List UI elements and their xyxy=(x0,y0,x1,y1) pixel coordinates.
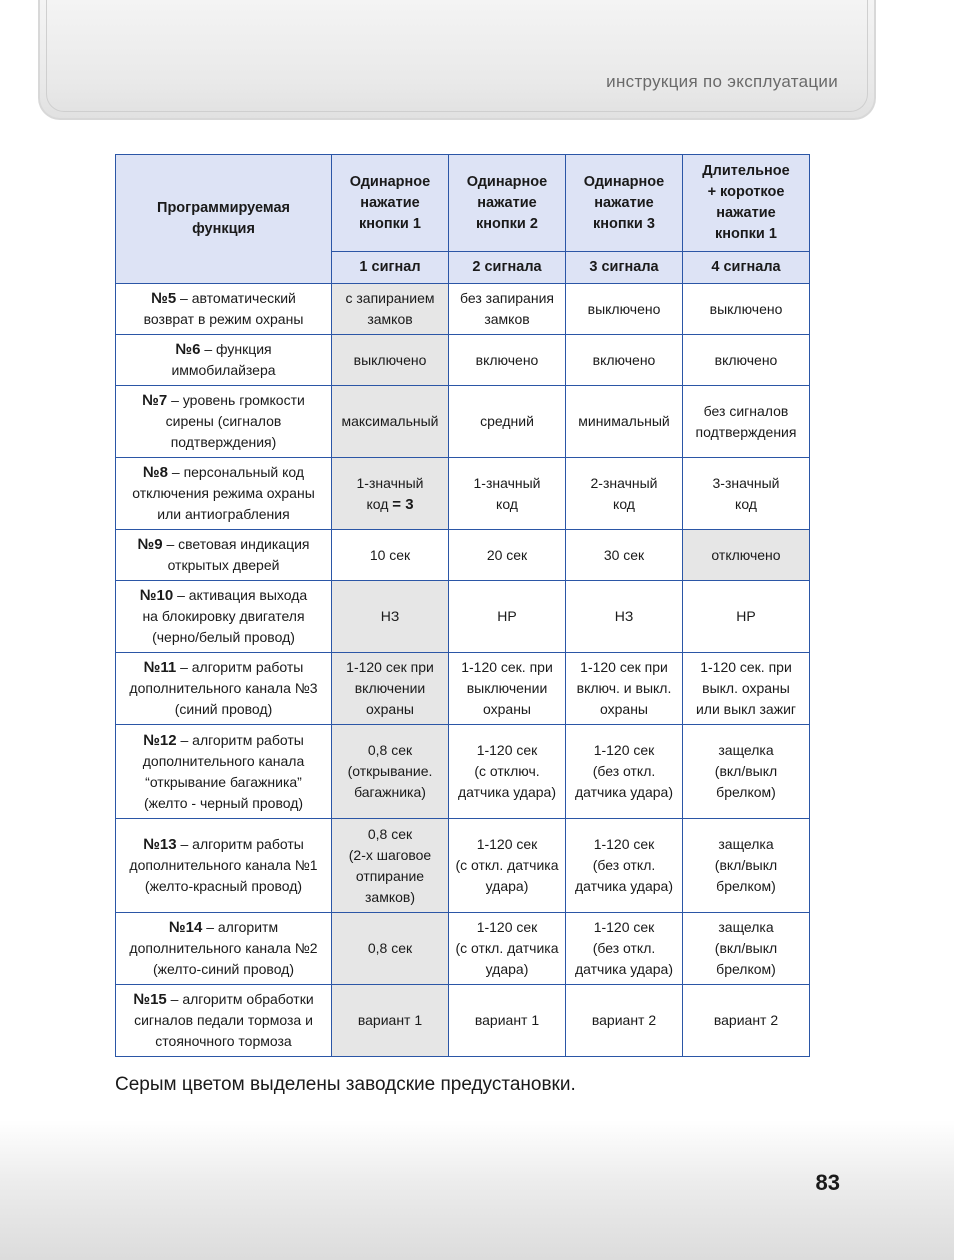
header-frame xyxy=(46,0,868,112)
value-text: минимальный xyxy=(578,413,670,429)
value-text: без запирания замков xyxy=(460,290,554,327)
function-description: – алгоритм работы дополнительного канала №1 (желто-красный провод) xyxy=(129,836,318,894)
function-description: – алгоритм работы дополнительного канала “открывание багажника” (желто - черный провод) xyxy=(142,731,305,811)
value-text: НЗ xyxy=(614,608,634,624)
code-value: = 3 xyxy=(392,495,414,513)
function-number: №5 xyxy=(151,290,177,307)
value-text: вариант 2 xyxy=(713,1012,779,1028)
value-text: включено xyxy=(475,351,539,368)
value-cell xyxy=(332,335,449,386)
function-description: – персональный код отключения режима охраны или антиограбления xyxy=(132,464,315,522)
value-text: 1-120 сек (без откл. датчика удара) xyxy=(574,742,673,800)
value-text: НР xyxy=(736,608,756,624)
value-cell xyxy=(683,581,810,653)
function-cell xyxy=(116,284,332,335)
value-cell xyxy=(332,819,449,913)
value-cell xyxy=(566,335,683,386)
value-cell xyxy=(449,725,566,819)
function-description: – автоматический возврат в режим охраны xyxy=(143,290,304,327)
value-text: 0,8 сек (2-х шаговое отпирание замков) xyxy=(348,825,432,905)
value-cell xyxy=(683,386,810,458)
value-cell xyxy=(449,985,566,1057)
value-text: 2-значный код xyxy=(590,474,658,512)
function-number: №14 xyxy=(168,919,203,936)
value-text: 10 сек xyxy=(369,546,411,563)
value-text: 3-значный код xyxy=(712,474,780,512)
value-text: 1-120 сек (без откл. датчика удара) xyxy=(574,836,673,894)
value-cell xyxy=(449,530,566,581)
value-text: 1-120 сек. при выключении охраны xyxy=(461,659,553,717)
header-col-2: Одинарное нажатие кнопки 2 xyxy=(449,155,566,252)
value-cell xyxy=(332,653,449,725)
header-title: инструкция по эксплуатации xyxy=(606,72,838,91)
function-number: №12 xyxy=(143,731,177,749)
value-cell xyxy=(449,581,566,653)
function-number: №9 xyxy=(137,536,163,553)
value-text: НР xyxy=(497,608,517,624)
value-cell xyxy=(332,913,449,985)
value-cell xyxy=(566,581,683,653)
header-col-4: Длительное + короткое нажатие кнопки 1 xyxy=(683,155,810,252)
value-text: вариант 1 xyxy=(357,1012,423,1028)
value-cell xyxy=(332,725,449,819)
value-cell xyxy=(449,458,566,530)
function-cell xyxy=(116,653,332,725)
function-cell xyxy=(116,985,332,1057)
signal-col-2: 2 сигнала xyxy=(449,252,566,284)
value-cell xyxy=(683,819,810,913)
value-text: средний xyxy=(480,413,534,429)
page-header-band xyxy=(38,0,876,120)
function-description: – функция иммобилайзера xyxy=(171,341,276,378)
function-number: №11 xyxy=(143,659,177,676)
value-cell xyxy=(683,913,810,985)
function-cell xyxy=(116,386,332,458)
programming-table xyxy=(115,154,810,1057)
table-body xyxy=(116,284,810,1057)
value-text: 0,8 сек (открывание. багажника) xyxy=(347,742,433,800)
table-row xyxy=(116,530,810,581)
value-text: 1-120 сек (с откл. датчика удара) xyxy=(455,919,559,977)
value-text: НЗ xyxy=(380,608,400,624)
value-text: 1-120 сек (с откл. датчика удара) xyxy=(455,836,559,894)
value-text: защелка (вкл/выкл брелком) xyxy=(714,919,778,977)
value-cell xyxy=(566,386,683,458)
signal-col-4: 4 сигнала xyxy=(683,252,810,284)
value-cell xyxy=(449,386,566,458)
value-cell xyxy=(566,985,683,1057)
function-cell xyxy=(116,725,332,819)
value-text: отключено xyxy=(711,546,781,563)
header-function: Программируемая функция xyxy=(116,155,332,284)
value-cell xyxy=(683,725,810,819)
value-text: 1-120 сек при включ. и выкл. охраны xyxy=(576,659,672,717)
value-cell xyxy=(332,458,449,530)
value-cell xyxy=(449,653,566,725)
signal-col-1: 1 сигнал xyxy=(332,252,449,284)
value-cell xyxy=(332,581,449,653)
header-col-1: Одинарное нажатие кнопки 1 xyxy=(332,155,449,252)
table-header-row xyxy=(116,155,810,252)
function-number: №6 xyxy=(175,341,201,358)
signal-col-3: 3 сигнала xyxy=(566,252,683,284)
table-row xyxy=(116,725,810,819)
function-description: – световая индикация открытых дверей xyxy=(166,536,310,573)
value-cell xyxy=(449,284,566,335)
function-cell xyxy=(116,530,332,581)
function-cell xyxy=(116,913,332,985)
value-text: включено xyxy=(592,351,656,368)
value-text: с запиранием замков xyxy=(345,290,435,327)
page-number: 83 xyxy=(815,1170,840,1195)
function-number: №7 xyxy=(142,392,168,409)
value-text: 1-120 сек (без откл. датчика удара) xyxy=(574,919,673,977)
value-cell xyxy=(566,725,683,819)
value-cell xyxy=(683,458,810,530)
function-description: – алгоритм обработки сигналов педали тормоза и стояночного тормоза xyxy=(134,991,314,1049)
value-cell xyxy=(332,985,449,1057)
value-cell xyxy=(683,653,810,725)
value-cell xyxy=(683,284,810,335)
function-description: – уровень громкости сирены (сигналов подтверждения) xyxy=(165,392,305,450)
value-cell xyxy=(449,335,566,386)
function-description: – алгоритм работы дополнительного канала №3 (синий провод) xyxy=(129,659,318,717)
function-cell xyxy=(116,458,332,530)
function-description: – активация выхода на блокировку двигателя (черно/белый провод) xyxy=(142,587,308,645)
table-row xyxy=(116,653,810,725)
value-text: 1-120 сек. при выкл. охраны или выкл зажиг xyxy=(695,659,797,717)
table-row xyxy=(116,386,810,458)
function-number: №10 xyxy=(139,587,174,604)
footnote: Серым цветом выделены заводские предустановки. xyxy=(115,1074,576,1095)
value-cell xyxy=(683,335,810,386)
value-text: 1-120 сек (с отключ. датчика удара) xyxy=(457,742,556,800)
function-number: №8 xyxy=(142,464,168,481)
function-cell xyxy=(116,335,332,386)
page-footer-band xyxy=(0,1120,954,1260)
function-number: №15 xyxy=(133,991,167,1008)
value-text: 20 сек xyxy=(486,546,528,563)
value-cell xyxy=(566,913,683,985)
function-cell xyxy=(116,581,332,653)
value-cell xyxy=(566,653,683,725)
value-cell xyxy=(566,819,683,913)
function-cell xyxy=(116,819,332,913)
value-text: защелка (вкл/выкл брелком) xyxy=(714,836,778,894)
value-cell xyxy=(332,386,449,458)
value-text: выключено xyxy=(587,300,661,317)
value-text: 1-значный код xyxy=(356,474,424,512)
table-row xyxy=(116,819,810,913)
value-cell xyxy=(683,985,810,1057)
value-text: максимальный xyxy=(341,413,439,429)
function-description: – алгоритм дополнительного канала №2 (желто-синий провод) xyxy=(129,919,318,977)
value-text: защелка (вкл/выкл брелком) xyxy=(714,742,778,800)
value-cell xyxy=(566,458,683,530)
value-text: 1-значный код xyxy=(473,474,541,512)
header-col-3: Одинарное нажатие кнопки 3 xyxy=(566,155,683,252)
table-row xyxy=(116,913,810,985)
function-number: №13 xyxy=(143,836,177,853)
table-row xyxy=(116,581,810,653)
value-cell xyxy=(332,530,449,581)
value-cell xyxy=(332,284,449,335)
table-row xyxy=(116,284,810,335)
value-cell xyxy=(449,819,566,913)
value-cell xyxy=(683,530,810,581)
table-row xyxy=(116,335,810,386)
value-text: 1-120 сек при включении охраны xyxy=(346,659,434,717)
value-text: выключено xyxy=(353,351,427,368)
value-cell xyxy=(449,913,566,985)
value-text: 30 сек xyxy=(603,546,645,563)
value-text: без сигналов подтверждения xyxy=(695,402,797,440)
value-cell xyxy=(566,530,683,581)
value-text: включено xyxy=(714,351,778,368)
table-row xyxy=(116,985,810,1057)
value-text: вариант 1 xyxy=(474,1012,540,1028)
value-text: вариант 2 xyxy=(591,1012,657,1028)
value-text: выключено xyxy=(709,300,783,317)
value-cell xyxy=(566,284,683,335)
value-text: 0,8 сек xyxy=(367,940,413,956)
table-row xyxy=(116,458,810,530)
